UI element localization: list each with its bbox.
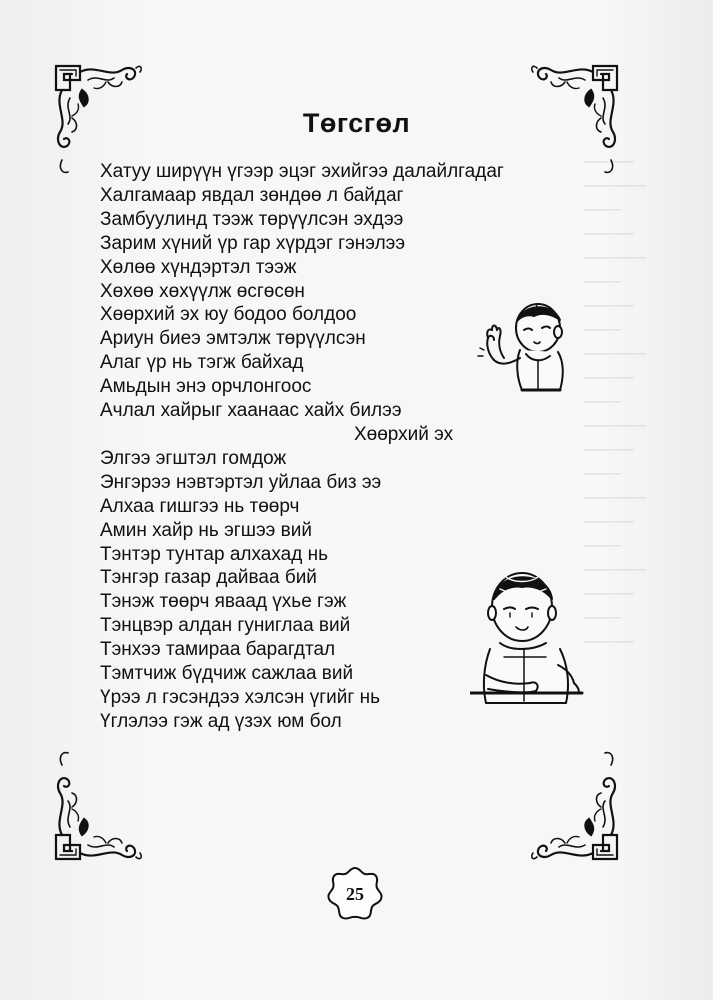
poem-line: Замбуулинд тээж төрүүлсэн эхдээ <box>100 208 404 230</box>
poem-line: Тэмтчиж бүдчиж сажлаа вий <box>100 663 354 685</box>
poem-line: Тэнтэр тунтар алхахад нь <box>100 543 328 565</box>
poem-line: Амьдын энэ орчлонгоос <box>100 376 312 398</box>
child-gesturing-illustration <box>476 298 578 398</box>
page-number: 25 <box>346 884 364 904</box>
poem-line: Алхаа гишгээ нь төөрч <box>100 495 300 517</box>
bleed-through-text: ──── ───── ─── ──── ───── ─── ──── ─── ───── ──── ─── ───── ──── ─── ───── ──── ─── ───── ──── ─── ──── <box>584 152 647 651</box>
child-sitting-illustration <box>470 565 585 715</box>
poem-line: Халгамаар явдал зөндөө л байдаг <box>100 184 404 206</box>
poem-line: Ариун биеэ эмтэлж төрүүлсэн <box>100 328 366 350</box>
poem-line: Хатуу ширүүн үгээр эцэг эхийгээ далайлгадаг <box>100 161 504 182</box>
poem-line: Тэнэж төөрч яваад үхье гэж <box>100 591 347 613</box>
poem-line: Хөөрхий эх юу бодоо болдоо <box>100 304 357 326</box>
poem-line: Үглэлээ гэж ад үзэх юм бол <box>100 710 342 732</box>
poem-line: Хөлөө хүндэртэл тээж <box>100 256 297 278</box>
page-number-badge <box>327 866 383 922</box>
poem-section-title: Хөөрхий эх <box>354 423 454 445</box>
poem-line: Зарим хүний үр гар хүрдэг гэнэлээ <box>100 232 406 254</box>
poem-line: Алаг үр нь тэгж байхад <box>100 352 304 374</box>
poem-line: Тэнхээ тамираа барагдтал <box>100 639 336 661</box>
ornamental-corner-icon <box>528 745 623 865</box>
poem-line: Энгэрээ нэвтэртэл уйлаа биз ээ <box>100 471 382 493</box>
ornamental-corner-icon <box>50 745 145 865</box>
poem-line: Амин хайр нь эгшээ вий <box>100 519 312 541</box>
page-title: Төгсгөл <box>302 108 411 138</box>
poem-line: Ачлал хайрыг хаанаас хайх билээ <box>100 400 402 422</box>
poem-line: Элгээ эгштэл гомдож <box>100 447 287 469</box>
poem-line: Тэнгэр газар дайваа бий <box>100 567 317 589</box>
poem-line: Үрээ л гэсэндээ хэлсэн үгийг нь <box>100 686 380 708</box>
poem-line: Тэнцвэр алдан гуниглаа вий <box>100 615 351 637</box>
poem-line: Хөхөө хөхүүлж өсгөсөн <box>100 280 305 302</box>
